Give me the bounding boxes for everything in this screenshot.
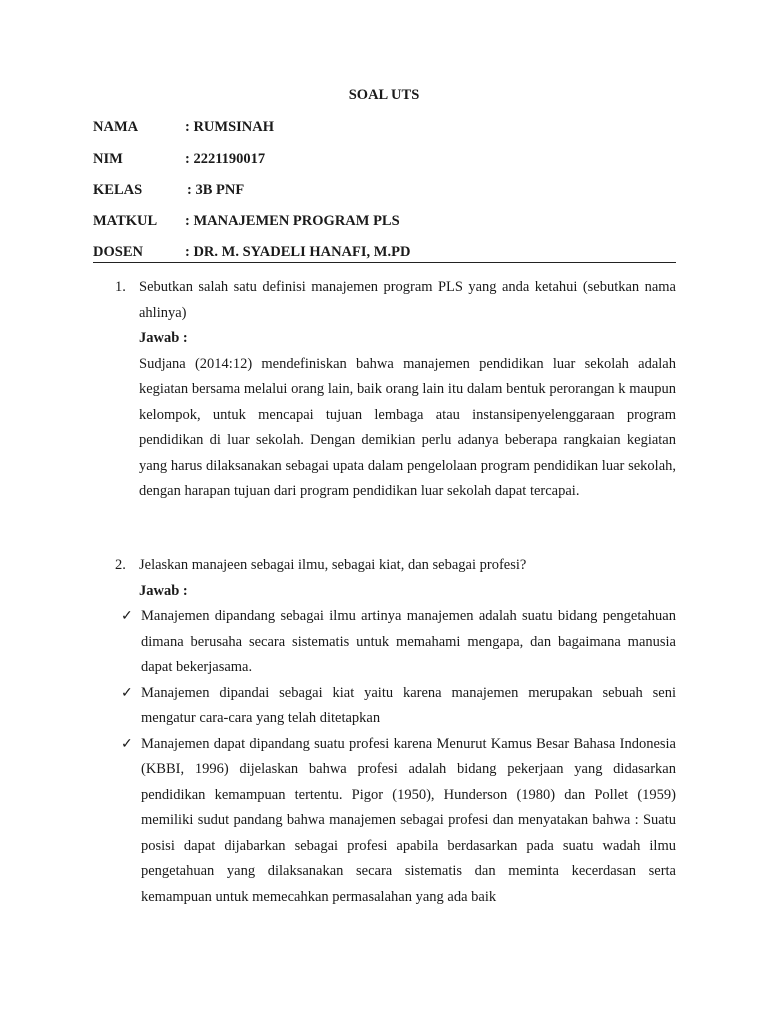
list-item-text: Manajemen dapat dipandang suatu profesi karena Menurut Kamus Besar Bahasa Indonesia (KBBI, 1996) dijelaskan bahwa profesi adalah bidang pekerjaan yang didasarkan pendidikan kemampuan tertentu. Pigor (1950), Hunderson (1980) dan Pollet (1959) memiliki sudut pandang bahwa manajemen sebagai profesi dan menyatakan bahwa : Suatu posisi dapat dijabarkan sebagai profesi apabila berdasarkan pada suatu wadah ilmu pengetahuan yang dilaksanakan secara sistematis dan meminta kecerdasan serta kemampuan untuk memecahkan permasalahan yang ada baik bbox=[141, 735, 676, 905]
list-item bbox=[93, 732, 676, 911]
info-value: : 2221190017 bbox=[185, 151, 266, 167]
question-number: 1. bbox=[115, 279, 126, 295]
info-label: DOSEN bbox=[93, 244, 143, 260]
info-label: MATKUL bbox=[93, 213, 158, 229]
info-value: : 3B PNF bbox=[187, 182, 245, 198]
question-2 bbox=[93, 553, 676, 910]
document-title: SOAL UTS bbox=[348, 87, 420, 103]
question-text: Sebutkan salah satu definisi manajemen program PLS yang anda ketahui (sebutkan nama ahlinya) bbox=[139, 279, 676, 321]
checkmark-icon: ✓ bbox=[121, 685, 133, 701]
question-1 bbox=[93, 275, 676, 505]
checkmark-icon: ✓ bbox=[121, 736, 133, 752]
info-label: NIM bbox=[93, 151, 123, 167]
question-number: 2. bbox=[115, 557, 126, 573]
answer-text: Sudjana (2014:12) mendefiniskan bahwa manajemen pendidikan luar sekolah adalah kegiatan bersama melalui orang lain, baik orang lain itu dalam bentuk perorangan k maupun kelompok, untuk mencapai tujuan lembaga atau instansipenyelenggaraan program pendidikan di luar sekolah. Dengan demikian perlu adanya beberapa rangkaian kegiatan yang harus dilaksanakan sebagai upata dalam pengelolaan program pendidikan luar sekolah, dengan harapan tujuan dari program pendidikan luar sekolah dapat tercapai. bbox=[139, 355, 676, 499]
info-value: : MANAJEMEN PROGRAM PLS bbox=[185, 213, 400, 229]
list-item-text: Manajemen dipandai sebagai kiat yaitu karena manajemen merupakan sebuah seni mengatur cara-cara yang telah ditetapkan bbox=[141, 684, 676, 726]
list-item-text: Manajemen dipandang sebagai ilmu artinya manajemen adalah suatu bidang pengetahuan dimana berusaha secara sistematis untuk memahami mengapa, dan bagaimana manusia dapat bekerjasama. bbox=[141, 608, 676, 675]
header-divider bbox=[93, 262, 676, 263]
question-body bbox=[139, 553, 676, 604]
info-label: NAMA bbox=[93, 119, 139, 135]
question-body bbox=[139, 275, 676, 505]
info-value: : RUMSINAH bbox=[185, 119, 275, 135]
answer-checklist bbox=[93, 604, 676, 910]
info-value: : DR. M. SYADELI HANAFI, M.PD bbox=[185, 244, 411, 260]
question-text: Jelaskan manajeen sebagai ilmu, sebagai kiat, dan sebagai profesi? bbox=[139, 557, 527, 573]
list-item bbox=[93, 604, 676, 681]
answer-label: Jawab : bbox=[139, 330, 188, 346]
info-label: KELAS bbox=[93, 182, 143, 198]
list-item bbox=[93, 681, 676, 732]
answer-label: Jawab : bbox=[139, 582, 188, 599]
checkmark-icon: ✓ bbox=[121, 609, 133, 624]
